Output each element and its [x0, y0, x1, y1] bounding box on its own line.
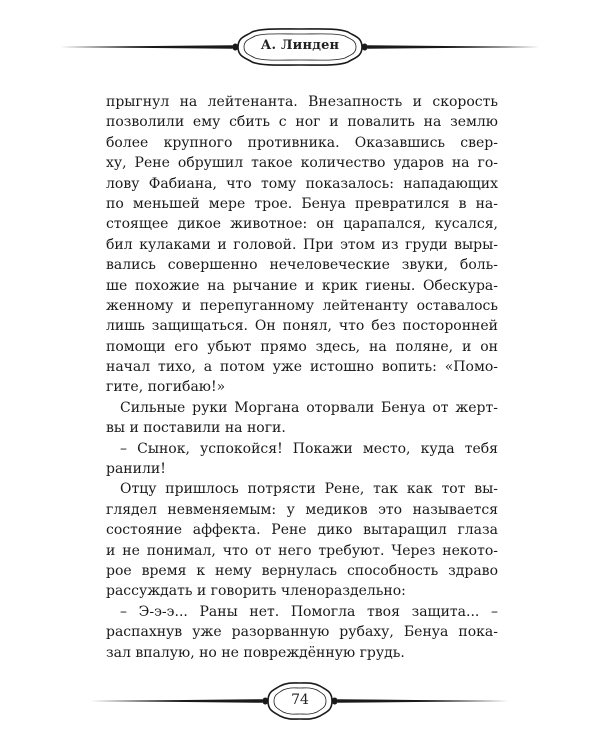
text-line: вались совершенно нечеловеческие звуки, боль- — [106, 257, 498, 274]
page-number: 74 — [291, 692, 309, 708]
text-line: рассуждать и говорить членораздельно: — [106, 583, 406, 600]
text-line: позволили ему сбить с ног и повалить на землю — [106, 114, 498, 131]
text-line: бил кулаками и головой. При этом из груди выры- — [106, 236, 498, 253]
text-line: начал тихо, а потом уже истошно вопить: «Помо- — [106, 359, 498, 376]
text-line: лишь защищаться. Он понял, что без посторонней — [106, 318, 498, 335]
text-line: помощи его убьют прямо здесь, на поляне, и он — [106, 338, 498, 355]
text-line: зал впалую, но не повреждённую грудь. — [106, 644, 405, 661]
text-line: лову Фабиана, что тому показалось: нападающих — [106, 175, 498, 192]
text-line: стоящее дикое животное: он царапался, кусался, — [106, 216, 498, 233]
text-line: ху, Рене обрушил такое количество ударов на го- — [106, 155, 498, 172]
text-line: рое время к нему вернулась способность здраво — [106, 562, 498, 579]
text-line: гите, погибаю!» — [106, 379, 226, 396]
text-line: – Сынок, успокойся! Покажи место, куда тебя — [120, 440, 498, 457]
text-line: – Э-э-э... Раны нет. Помогла твоя защита... – — [120, 603, 498, 620]
text-line: женному и перепуганному лейтенанту оставалось — [106, 297, 498, 314]
body-text — [106, 92, 498, 663]
text-line: вы и поставили на ноги. — [106, 420, 286, 437]
text-line: и не понимал, что от него требуют. Через некото- — [106, 542, 498, 559]
text-line: более крупного противника. Оказавшись свер- — [106, 134, 498, 151]
text-line: Сильные руки Моргана оторвали Бенуа от жерт- — [120, 399, 498, 416]
text-line: Отцу пришлось потрясти Рене, так как тот вы- — [120, 481, 498, 498]
running-title: А. Линден — [260, 38, 340, 53]
text-line: ше похожие на рычание и крик гиены. Обескура- — [106, 277, 498, 294]
text-line: прыгнул на лейтенанта. Внезапность и скорость — [106, 94, 498, 110]
text-line: по меньшей мере трое. Бенуа превратился в на- — [106, 195, 498, 212]
text-line: глядел невменяемым: у медиков это называется — [106, 501, 498, 518]
text-line: ранили! — [106, 461, 166, 478]
text-line: состояние аффекта. Рене дико вытаращил глаза — [106, 522, 498, 539]
text-line: распахнув уже разорванную рубаху, Бенуа пока- — [106, 624, 498, 641]
